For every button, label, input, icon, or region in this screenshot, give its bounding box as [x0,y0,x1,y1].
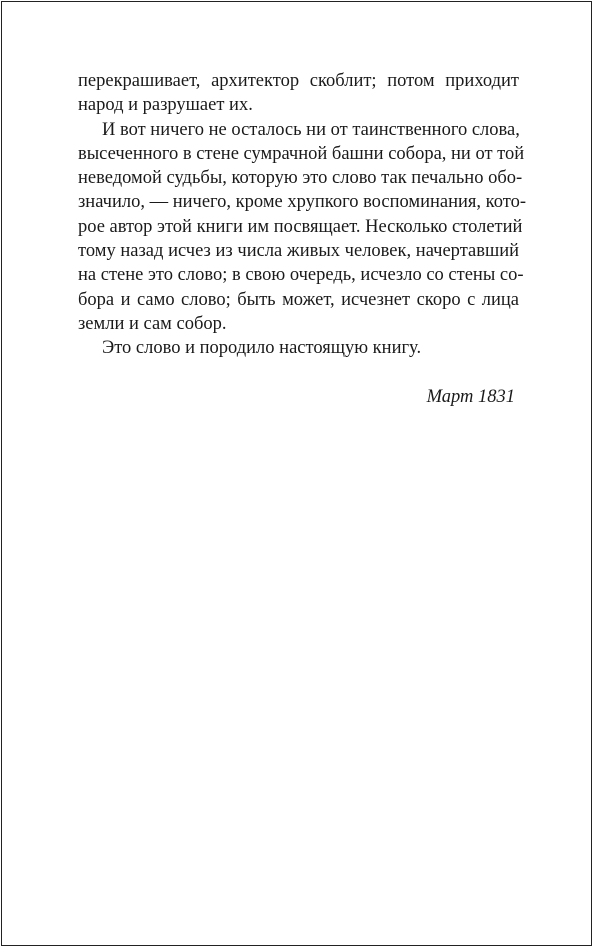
text-line: бора и само слово; быть может, исчезнет скоро с лица [78,289,519,310]
page-frame [1,1,592,946]
signature-date: Март 1831 [426,387,515,407]
text-line: перекрашивает, архитектор скоблит; потом приходит [78,71,519,91]
text-line: тому назад исчез из числа живых человек, начертавший [78,241,519,262]
text-line: И вот ничего не осталось ни от таинственного слова, [102,119,520,140]
text-line: высеченного в стене сумрачной башни собора, ни от той [78,143,525,164]
body-text [78,69,526,361]
text-line: народ и разрушает их. [78,95,253,116]
text-line: на стене это слово; в свою очередь, исчезло со стены со- [78,265,524,286]
text-line: Это слово и породило настоящую книгу. [102,338,422,359]
text-line: неведомой судьбы, которую это слово так печально обо- [78,168,523,189]
text-line: рое автор этой книги им посвящает. Несколько столетий [78,216,523,237]
text-line: значило, — ничего, кроме хрупкого воспоминания, кото- [78,192,526,213]
text-line: земли и сам собор. [78,313,227,334]
